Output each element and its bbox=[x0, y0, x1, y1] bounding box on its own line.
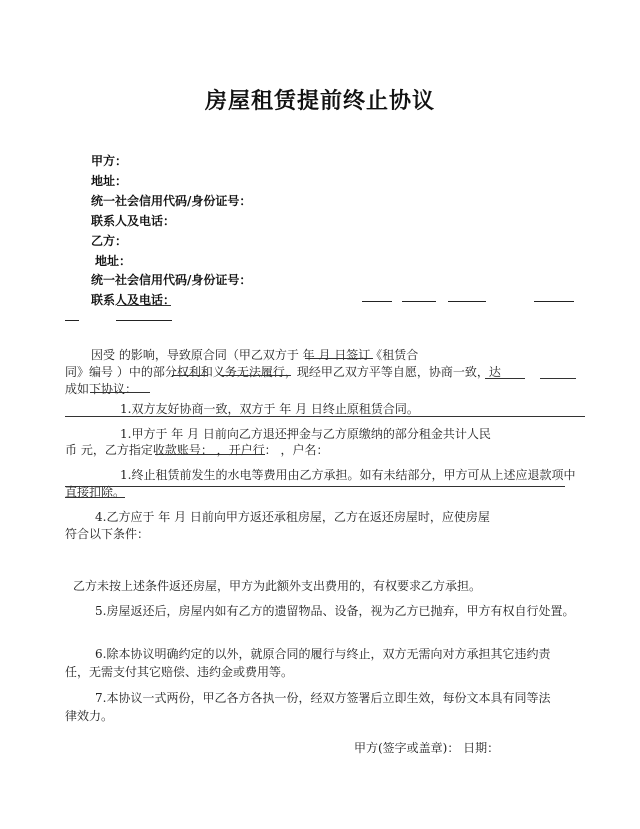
clause-7-line-2: 律效力。 bbox=[65, 709, 114, 723]
signature-line: 甲方(签字或盖章)： 日期： bbox=[354, 741, 500, 755]
divider-line bbox=[65, 416, 585, 417]
party-a-credit-code-label: 统一社会信用代码/身份证号： bbox=[91, 194, 252, 208]
blank-line bbox=[402, 301, 436, 302]
document-title: 房屋租赁提前终止协议 bbox=[204, 89, 435, 114]
handwritten-underline bbox=[172, 375, 208, 376]
contact-underline bbox=[117, 305, 171, 306]
blank-line bbox=[534, 301, 574, 302]
party-a-address-label: 地址： bbox=[91, 174, 128, 188]
party-b-address-label: 地址： bbox=[95, 254, 132, 268]
handwritten-underline bbox=[221, 375, 291, 376]
clause-1: 1.双方友好协商一致，双方于 年 月 日终止原租赁合同。 bbox=[120, 402, 419, 416]
handwritten-underline bbox=[305, 358, 373, 359]
blank-line bbox=[116, 320, 172, 321]
handwritten-underline bbox=[90, 392, 150, 393]
clause-5: 5.房屋返还后，房屋内如有乙方的遗留物品、设备，视为乙方已抛弃，甲方有权自行处置。 bbox=[95, 604, 575, 618]
blank-line bbox=[65, 320, 79, 321]
clause-2-line-1: 1.甲方于 年 月 日前向乙方退还押金与乙方原缴纳的部分租金共计人民 bbox=[120, 427, 491, 441]
blank-line bbox=[448, 301, 486, 302]
intro-line-2: 同》编号 ）中的部分权利和义务无法履行，现经甲乙双方平等自愿，协商一致，达 bbox=[65, 365, 501, 379]
handwritten-underline bbox=[485, 378, 525, 379]
intro-line-1: 因受 的影响，导致原合同（甲乙双方于 年 月 日签订《租赁合 bbox=[91, 348, 419, 362]
party-b-credit-code-label: 统一社会信用代码/身份证号： bbox=[91, 273, 252, 287]
clause-4-line-3: 乙方未按上述条件返还房屋，甲方为此额外支出费用的，有权要求乙方承担。 bbox=[73, 579, 482, 593]
party-a-label: 甲方： bbox=[91, 154, 128, 168]
clause-2-line-2: 币 元，乙方指定收款账号： ，开户行： ，户名： bbox=[65, 443, 329, 457]
clause-3-line-2: 直接扣除。 bbox=[65, 485, 126, 499]
handwritten-underline bbox=[65, 497, 125, 498]
party-b-label: 乙方： bbox=[91, 234, 128, 248]
blank-line bbox=[362, 301, 392, 302]
clause-6-line-2: 任，无需支付其它赔偿、违约金或费用等。 bbox=[65, 665, 294, 679]
clause-4-line-2: 符合以下条件： bbox=[65, 527, 150, 541]
strike-line bbox=[65, 486, 565, 487]
clause-7-line-1: 7.本协议一式两份，甲乙各方各执一份，经双方签署后立即生效，每份文本具有同等法 bbox=[95, 691, 551, 705]
intro-line-3: 成如下协议： bbox=[65, 382, 138, 396]
handwritten-underline bbox=[540, 378, 576, 379]
party-a-contact-label: 联系人及电话： bbox=[91, 214, 176, 228]
clause-4-line-1: 4.乙方应于 年 月 日前向甲方返还承租房屋，乙方在返还房屋时，应使房屋 bbox=[95, 510, 490, 524]
handwritten-underline bbox=[155, 454, 265, 455]
party-b-contact-label: 联系人及电话： bbox=[91, 293, 176, 307]
clause-6-line-1: 6.除本协议明确约定的以外，就原合同的履行与终止，双方无需向对方承担其它违约责 bbox=[95, 647, 551, 661]
clause-3-line-1: 1.终止租赁前发生的水电等费用由乙方承担。如有未结部分，甲方可从上述应退款项中 bbox=[120, 468, 576, 482]
